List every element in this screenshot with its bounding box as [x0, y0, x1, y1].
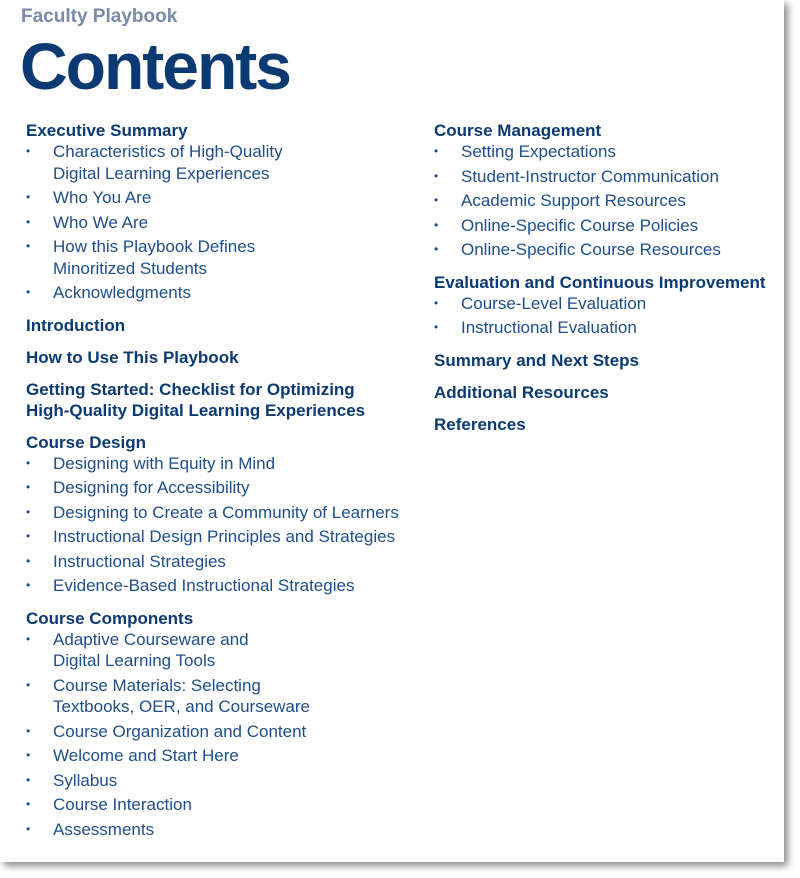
- bullet-icon: •: [26, 529, 31, 543]
- toc-heading-course-management[interactable]: [434, 120, 779, 141]
- toc-item-line: Online-Specific Course Policies: [461, 215, 699, 235]
- toc-item-line: Instructional Design Principles and Strategies: [53, 527, 396, 546]
- toc-heading-summary-and-next-steps[interactable]: [434, 350, 779, 371]
- toc-heading-line: Summary and Next Steps: [434, 350, 640, 370]
- toc-item-list: [26, 453, 421, 597]
- bullet-icon: •: [26, 190, 31, 204]
- toc-item-line: Syllabus: [53, 770, 118, 790]
- toc-item-assessments[interactable]: [26, 819, 421, 841]
- toc-item-line: Course Organization and Content: [53, 721, 307, 741]
- toc-section: [26, 347, 421, 368]
- toc-item-line: Welcome and Start Here: [53, 746, 239, 765]
- toc-heading-course-design[interactable]: [26, 432, 421, 453]
- toc-heading-line: How to Use This Playbook: [26, 347, 239, 367]
- bullet-icon: •: [434, 144, 439, 158]
- toc-section: [26, 379, 421, 421]
- toc-item-list: [26, 141, 421, 304]
- toc-item-line: Adaptive Courseware and: [53, 629, 249, 649]
- toc-item-who-we-are[interactable]: [26, 212, 421, 234]
- toc-item-designing-with-equity-in-mind[interactable]: [26, 453, 421, 475]
- toc-item-line: Assessments: [53, 819, 155, 839]
- toc-section: [434, 120, 779, 261]
- toc-item-line: Academic Support Resources: [461, 191, 686, 210]
- toc-item-designing-to-create-a-community-of-learners[interactable]: [26, 502, 421, 524]
- toc-item-line: Textbooks, OER, and Courseware: [53, 697, 311, 716]
- toc-item-line: Setting Expectations: [461, 142, 616, 161]
- bullet-icon: •: [26, 578, 31, 592]
- toc-heading-line: Getting Started: Checklist for Optimizing: [26, 379, 355, 399]
- bullet-icon: •: [434, 193, 439, 207]
- toc-item-setting-expectations[interactable]: [434, 141, 779, 163]
- toc-section: [434, 350, 779, 371]
- toc-item-line: Designing with Equity in Mind: [53, 453, 276, 473]
- toc-item-line: How this Playbook Defines: [53, 237, 256, 256]
- toc-item-line: Evidence-Based Instructional Strategies: [53, 576, 355, 595]
- bullet-icon: •: [26, 144, 31, 158]
- toc-item-line: Course Interaction: [53, 795, 192, 814]
- bullet-icon: •: [434, 242, 439, 256]
- toc-heading-line: Course Components: [26, 608, 194, 628]
- toc-heading-executive-summary[interactable]: [26, 120, 421, 141]
- toc-item-list: [434, 141, 779, 261]
- toc-heading-line: Executive Summary: [26, 121, 188, 140]
- toc-item-line: Online-Specific Course Resources: [461, 240, 721, 259]
- toc-item-line: Instructional Evaluation: [461, 318, 637, 337]
- toc-item-instructional-strategies[interactable]: [26, 551, 421, 573]
- bullet-icon: •: [26, 677, 31, 692]
- page-title: Contents: [20, 29, 290, 103]
- bullet-icon: •: [434, 295, 439, 310]
- toc-heading-introduction[interactable]: [26, 315, 421, 336]
- toc-section: [26, 120, 421, 304]
- toc-heading-getting-started-checklist-for-optimizing-high-quality-digital-learning-experiences[interactable]: [26, 379, 421, 421]
- toc-item-line: Digital Learning Experiences: [53, 163, 270, 183]
- toc-item-who-you-are[interactable]: [26, 187, 421, 209]
- toc-item-line: Acknowledgments: [53, 283, 191, 302]
- toc-section: [26, 608, 421, 841]
- bullet-icon: •: [26, 285, 31, 299]
- bullet-icon: •: [434, 168, 439, 183]
- toc-item-list: [26, 629, 421, 841]
- toc-item-line: Who You Are: [53, 188, 152, 207]
- toc-item-line: Student-Instructor Communication: [461, 166, 719, 186]
- bullet-icon: •: [26, 455, 31, 470]
- toc-heading-course-components[interactable]: [26, 608, 421, 629]
- bullet-icon: •: [26, 239, 31, 253]
- toc-heading-line: Additional Resources: [434, 382, 609, 402]
- toc-item-line: Who We Are: [53, 212, 149, 232]
- bullet-icon: •: [26, 480, 31, 494]
- toc-item-line: Course Materials: Selecting: [53, 675, 261, 695]
- bullet-icon: •: [26, 772, 31, 787]
- bullet-icon: •: [26, 553, 31, 568]
- toc-heading-evaluation-and-continuous-improvement[interactable]: [434, 272, 779, 293]
- toc-section: [26, 315, 421, 336]
- toc-heading-line: Course Management: [434, 121, 602, 140]
- toc-item-academic-support-resources[interactable]: [434, 190, 779, 212]
- toc-item-syllabus[interactable]: [26, 770, 421, 792]
- toc-item-how-this-playbook-defines-minoritized-students[interactable]: [26, 236, 421, 279]
- toc-section: [434, 272, 779, 339]
- toc-section: [434, 382, 779, 403]
- bullet-icon: •: [434, 217, 439, 232]
- toc-section: [434, 414, 779, 435]
- bullet-icon: •: [26, 748, 31, 762]
- toc-item-course-materials-selecting-textbooks-oer-and-courseware[interactable]: [26, 675, 421, 718]
- toc-item-instructional-evaluation[interactable]: [434, 317, 779, 339]
- toc-heading-how-to-use-this-playbook[interactable]: [26, 347, 421, 368]
- toc-item-evidence-based-instructional-strategies[interactable]: [26, 575, 421, 597]
- toc-item-line: Course-Level Evaluation: [461, 293, 647, 313]
- toc-item-instructional-design-principles-and-strategies[interactable]: [26, 526, 421, 548]
- toc-item-line: Designing to Create a Community of Learners: [53, 502, 399, 522]
- toc-item-designing-for-accessibility[interactable]: [26, 477, 421, 499]
- bullet-icon: •: [26, 723, 31, 738]
- toc-item-acknowledgments[interactable]: [26, 282, 421, 304]
- bullet-icon: •: [26, 821, 31, 836]
- toc-item-line: Designing for Accessibility: [53, 478, 250, 497]
- bullet-icon: •: [26, 797, 31, 811]
- toc-heading-line: Course Design: [26, 432, 146, 452]
- toc-item-line: Digital Learning Tools: [53, 651, 216, 670]
- toc-item-student-instructor-communication[interactable]: [434, 166, 779, 188]
- toc-section: [26, 432, 421, 597]
- toc-item-line: Characteristics of High-Quality: [53, 142, 283, 161]
- toc-heading-line: Introduction: [26, 315, 126, 335]
- bullet-icon: •: [434, 320, 439, 334]
- toc-item-list: [434, 293, 779, 339]
- toc-heading-references[interactable]: [434, 414, 779, 435]
- toc-item-online-specific-course-policies[interactable]: [434, 215, 779, 237]
- toc-item-line: Minoritized Students: [53, 258, 208, 278]
- document-eyebrow: Faculty Playbook: [21, 6, 178, 27]
- toc-item-line: Instructional Strategies: [53, 551, 226, 571]
- toc-left-column: [26, 120, 421, 851]
- bullet-icon: •: [26, 504, 31, 519]
- toc-item-course-interaction[interactable]: [26, 794, 421, 816]
- toc-heading-line: High-Quality Digital Learning Experiences: [26, 400, 366, 420]
- toc-heading-additional-resources[interactable]: [434, 382, 779, 403]
- toc-item-adaptive-courseware-and-digital-learning-tools[interactable]: [26, 629, 421, 672]
- toc-item-course-organization-and-content[interactable]: [26, 721, 421, 743]
- toc-heading-line: Evaluation and Continuous Improvement: [434, 272, 766, 292]
- toc-item-characteristics-of-high-quality-digital-learning-experiences[interactable]: [26, 141, 421, 184]
- bullet-icon: •: [26, 214, 31, 229]
- toc-item-course-level-evaluation[interactable]: [434, 293, 779, 315]
- toc-item-welcome-and-start-here[interactable]: [26, 745, 421, 767]
- toc-item-online-specific-course-resources[interactable]: [434, 239, 779, 261]
- toc-heading-line: References: [434, 414, 526, 434]
- bullet-icon: •: [26, 631, 31, 646]
- toc-right-column: [434, 120, 779, 446]
